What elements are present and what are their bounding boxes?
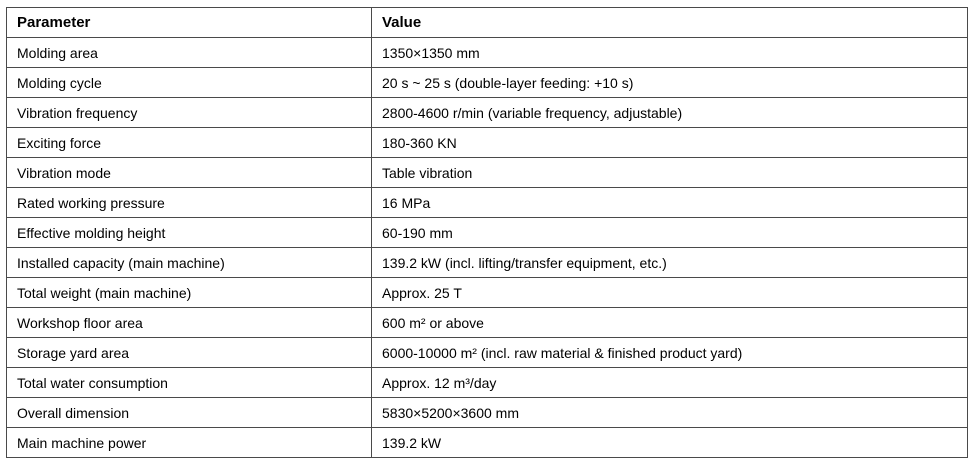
value-cell: 16 MPa: [372, 188, 968, 218]
table-row: [7, 38, 968, 68]
value-cell: 139.2 kW (incl. lifting/transfer equipment, etc.): [372, 248, 968, 278]
param-cell: Effective molding height: [7, 218, 372, 248]
table-row: [7, 158, 968, 188]
param-cell: Exciting force: [7, 128, 372, 158]
table-row: [7, 278, 968, 308]
table-row: [7, 338, 968, 368]
value-cell: 139.2 kW: [372, 428, 968, 458]
param-cell: Vibration mode: [7, 158, 372, 188]
header-parameter: Parameter: [7, 8, 372, 38]
param-cell: Molding area: [7, 38, 372, 68]
table-row: [7, 368, 968, 398]
param-cell: Main machine power: [7, 428, 372, 458]
param-cell: Total weight (main machine): [7, 278, 372, 308]
value-cell: 180-360 KN: [372, 128, 968, 158]
header-value: Value: [372, 8, 968, 38]
table-row: [7, 68, 968, 98]
value-cell: Approx. 12 m³/day: [372, 368, 968, 398]
spec-table: [6, 7, 968, 458]
param-cell: Vibration frequency: [7, 98, 372, 128]
value-cell: 600 m² or above: [372, 308, 968, 338]
table-row: [7, 188, 968, 218]
param-cell: Total water consumption: [7, 368, 372, 398]
param-cell: Workshop floor area: [7, 308, 372, 338]
value-cell: 20 s ~ 25 s (double-layer feeding: +10 s): [372, 68, 968, 98]
header-row: [7, 8, 968, 38]
table-row: [7, 308, 968, 338]
table-row: [7, 398, 968, 428]
param-cell: Installed capacity (main machine): [7, 248, 372, 278]
value-cell: 5830×5200×3600 mm: [372, 398, 968, 428]
table-row: [7, 428, 968, 458]
table-row: [7, 128, 968, 158]
value-cell: 1350×1350 mm: [372, 38, 968, 68]
param-cell: Storage yard area: [7, 338, 372, 368]
value-cell: 6000-10000 m² (incl. raw material & finished product yard): [372, 338, 968, 368]
table-header: [7, 8, 968, 38]
table-row: [7, 218, 968, 248]
param-cell: Rated working pressure: [7, 188, 372, 218]
param-cell: Overall dimension: [7, 398, 372, 428]
table-row: [7, 98, 968, 128]
value-cell: 60-190 mm: [372, 218, 968, 248]
value-cell: 2800-4600 r/min (variable frequency, adjustable): [372, 98, 968, 128]
value-cell: Table vibration: [372, 158, 968, 188]
param-cell: Molding cycle: [7, 68, 372, 98]
value-cell: Approx. 25 T: [372, 278, 968, 308]
table-body: [7, 38, 968, 458]
table-row: [7, 248, 968, 278]
